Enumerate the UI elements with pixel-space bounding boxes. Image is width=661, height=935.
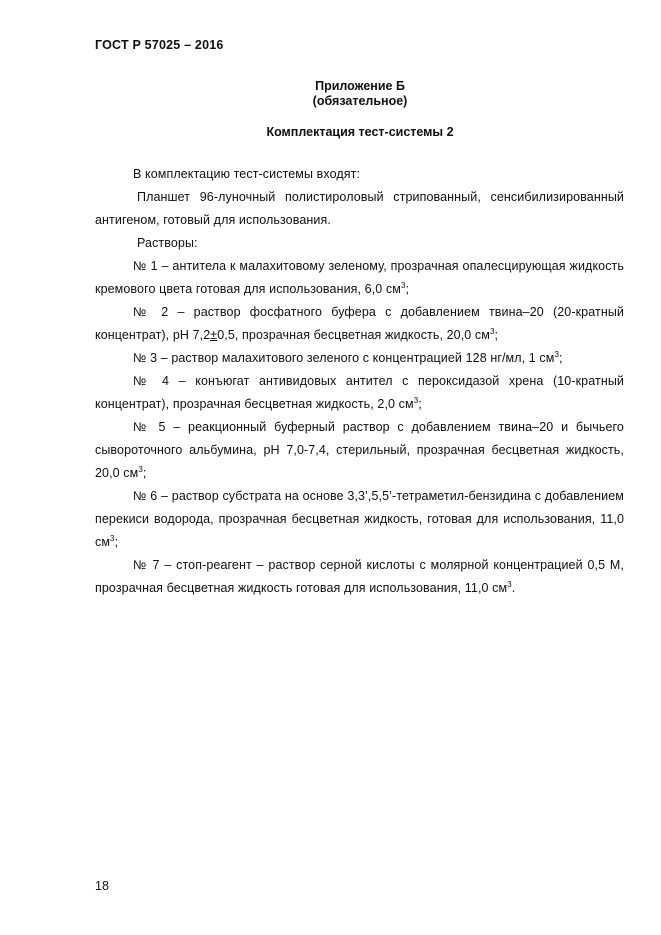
intro-text: В комплектацию тест-системы входят: <box>133 167 361 181</box>
unit-exponent: 3 <box>110 534 115 543</box>
solution-2-text-b: 0,5, прозрачная бесцветная жидкость, 20,0 см <box>217 328 490 342</box>
document-code-header: ГОСТ Р 57025 – 2016 <box>95 38 224 52</box>
unit-exponent: 3 <box>489 327 495 336</box>
solution-1-text: № 1 – антитела к малахитовому зеленому, прозрачная опалесцирующая жидкость кремового цвета готовая для использования, 6,0 см <box>95 259 624 296</box>
appendix-heading <box>95 79 625 140</box>
solution-7-paragraph <box>95 554 624 600</box>
solution-2-text-a: № 2 – раствор фосфатного буфера с добавлением твина–20 (20-кратный концентрат), рН 7,2 <box>95 305 624 342</box>
plus-minus-sign: ± <box>210 328 218 342</box>
end-semicolon: ; <box>405 282 410 296</box>
solution-6-paragraph <box>95 485 624 554</box>
page-number: 18 <box>95 879 109 893</box>
end-semicolon: ; <box>142 466 147 480</box>
solutions-label-paragraph <box>95 232 624 255</box>
intro-paragraph <box>95 163 624 186</box>
unit-exponent: 3 <box>507 580 512 589</box>
solution-5-paragraph <box>95 416 624 485</box>
end-semicolon: ; <box>559 351 563 365</box>
solution-4-text: № 4 – конъюгат антивидовых антител с пероксидазой хрена (10-кратный концентрат), прозрачная бесцветная жидкость, 2,0 см <box>95 374 624 411</box>
end-semicolon: ; <box>418 397 422 411</box>
end-semicolon: ; <box>494 328 499 342</box>
solution-1-paragraph <box>95 255 624 301</box>
solution-3-text: № 3 – раствор малахитового зеленого с концентрацией 128 нг/мл, 1 см <box>133 351 555 365</box>
plate-paragraph <box>95 186 624 232</box>
solution-2-paragraph <box>95 301 624 347</box>
unit-exponent: 3 <box>138 465 143 474</box>
appendix-status: (обязательное) <box>312 94 408 108</box>
end-period: . <box>511 581 516 595</box>
unit-exponent: 3 <box>554 350 560 359</box>
document-body <box>95 163 624 600</box>
solutions-label: Растворы: <box>137 236 198 250</box>
solution-4-paragraph <box>95 370 624 416</box>
solution-3-paragraph <box>95 347 624 370</box>
solution-5-text: № 5 – реакционный буферный раствор с добавлением твина–20 и бычьего сывороточного альбумина, рН 7,0-7,4, стерильный, прозрачная бесцветная жидкость, 20,0 см <box>95 420 624 480</box>
plate-text: Планшет 96-луночный полистироловый стрипованный, сенсибилизированный антигеном, готовый для использования. <box>95 190 624 227</box>
solution-6-text: № 6 – раствор субстрата на основе 3,3’,5,5’-тетраметил-бензидина с добавлением перекиси водорода, прозрачная бесцветная жидкость, готовая для использования, 11,0 см <box>95 489 624 549</box>
unit-exponent: 3 <box>413 396 419 405</box>
appendix-title: Приложение Б <box>315 79 405 93</box>
section-title: Комплектация тест-системы 2 <box>266 125 454 139</box>
solution-7-text: № 7 – стоп-реагент – раствор серной кислоты с молярной концентрацией 0,5 М, прозрачная бесцветная жидкость готовая для использования, 11,0 см <box>95 558 624 595</box>
end-semicolon: ; <box>114 535 119 549</box>
unit-exponent: 3 <box>400 281 406 290</box>
